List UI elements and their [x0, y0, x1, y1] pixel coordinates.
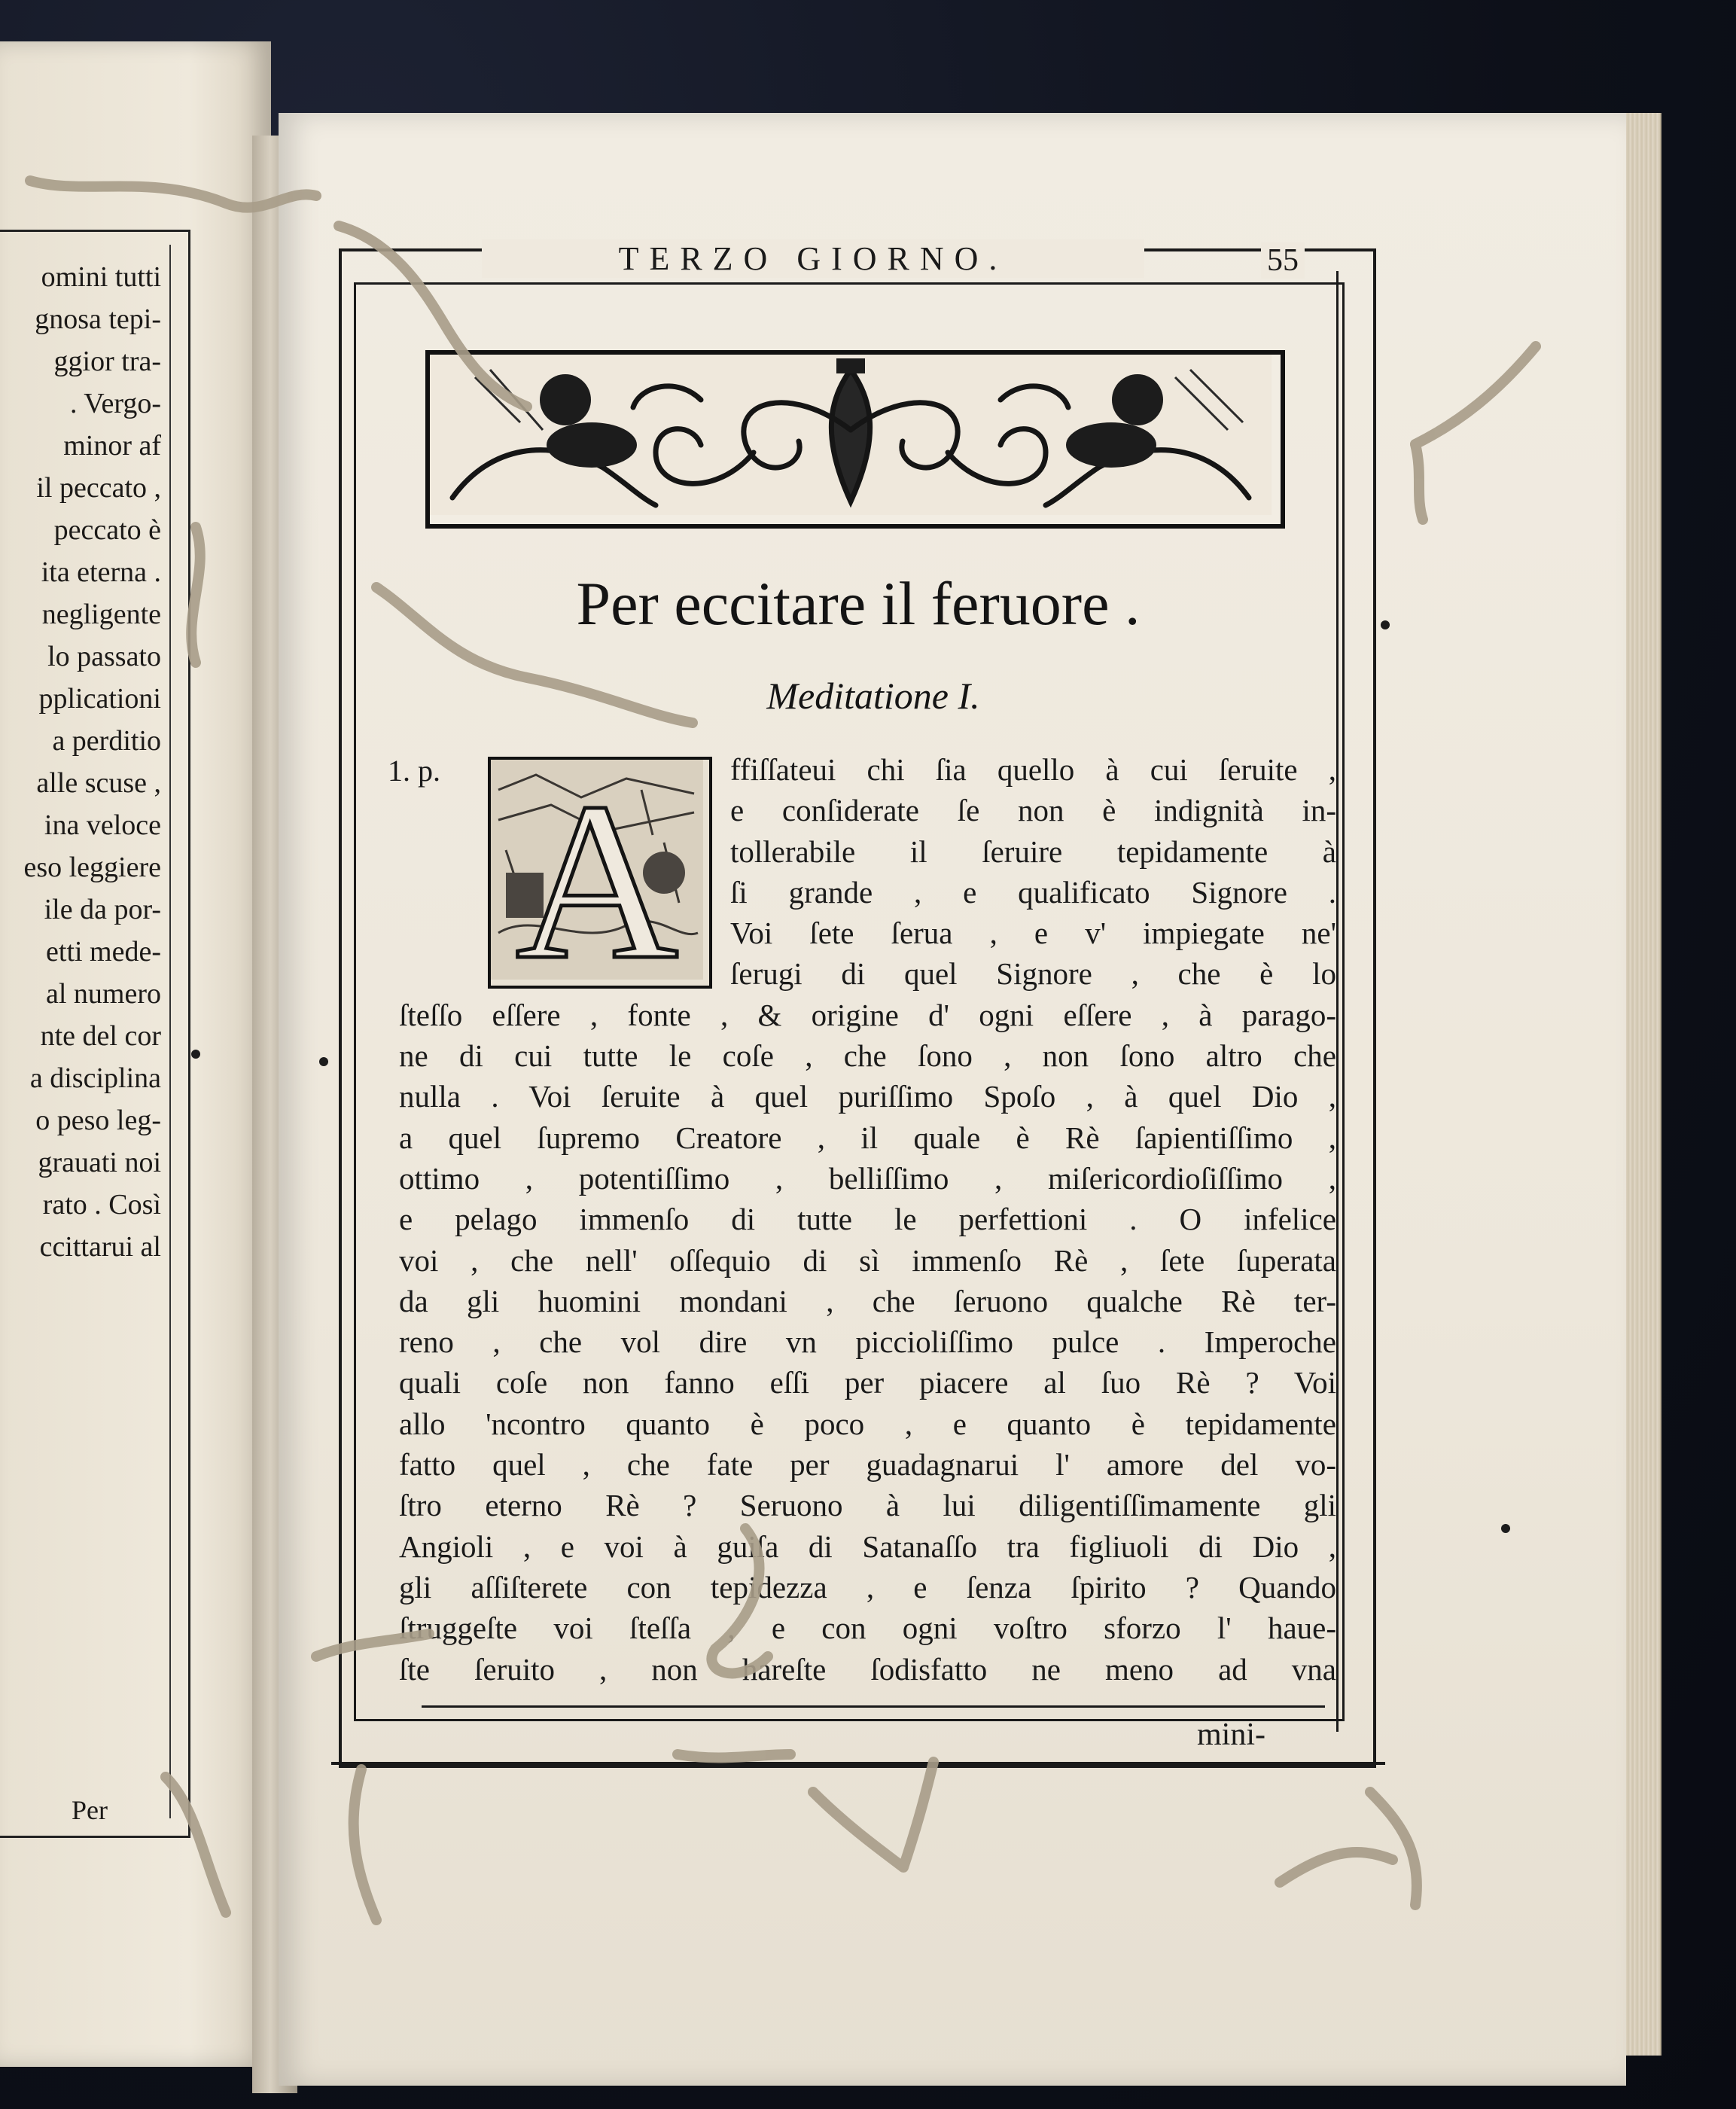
text-line: reno , che vol dire vn piccioliſſimo pulce . Imperoche — [399, 1324, 1336, 1360]
text-line: ſte ſeruito , non hareſte ſodisfatto ne meno ad vna — [399, 1651, 1336, 1687]
text-line: ſerugi di quel Signore , che è lo — [730, 956, 1336, 992]
page-foot-rule — [331, 1762, 1385, 1765]
text-line: tollerabile il ſeruire tepidamente à — [730, 834, 1336, 869]
text-line: ne di cui tutte le coſe , che ſono , non ſono altro che — [399, 1038, 1336, 1074]
left-line: a disciplina — [29, 1062, 161, 1094]
text-line: voi , che nell' oſſequio di sì immenſo Rè , ſete ſuperata — [399, 1242, 1336, 1278]
page-number: 55 — [1261, 242, 1305, 279]
left-line: etti mede- — [46, 936, 161, 968]
left-line: o peso leg- — [35, 1105, 161, 1136]
text-line: nulla . Voi ſeruite à quel puriſſimo Spoſo , à quel Dio , — [399, 1079, 1336, 1114]
running-head: TERZO GIORNO. — [482, 239, 1144, 278]
left-line: ggior tra- — [53, 346, 161, 377]
text-line: allo 'ncontro quanto è poco , e quanto è tepidamente — [399, 1406, 1336, 1441]
text-line: da gli huomini mondani , che ſeruono qualche Rè ter- — [399, 1283, 1336, 1318]
text-line: e conſiderate ſe non è indignità in- — [730, 793, 1336, 828]
catchword: mini- — [1197, 1717, 1265, 1752]
left-line: grauati noi — [38, 1147, 161, 1178]
text-line: ſtruggeſte voi ſteſſa , e con ogni voſtro sforzo l' haue- — [399, 1611, 1336, 1646]
left-line: eso leggiere — [23, 852, 161, 883]
text-line: quali coſe non fanno eſſi per piacere al ſuo Rè ? Voi — [399, 1365, 1336, 1400]
left-line: peccato è — [53, 514, 161, 546]
text-line: ſteſſo eſſere , fonte , & origine d' ogni eſſere , à parago- — [399, 997, 1336, 1032]
left-line: nte del cor — [40, 1020, 161, 1052]
initial-letter: A — [515, 760, 679, 980]
left-line: alle scuse , — [36, 767, 161, 799]
left-line: omini tutti — [41, 261, 161, 293]
left-line: ile da por- — [44, 894, 161, 925]
left-catchword: Per — [72, 1795, 108, 1825]
text-line: Voi ſete ſerua , e v' impiegate ne' — [730, 916, 1336, 951]
text-line: ffiſſateui chi ſia quello à cui ſeruite , — [730, 752, 1336, 787]
left-line: minor af — [63, 430, 161, 462]
body-text — [399, 749, 1336, 1690]
page-title: Per eccitare il feruore . — [576, 569, 1141, 638]
left-line: negligente — [41, 599, 161, 630]
left-line: lo passato — [47, 641, 161, 672]
text-line: ſi grande , e qualificato Signore . — [730, 874, 1336, 910]
left-page-text — [3, 256, 161, 1268]
text-block-foot-rule — [422, 1705, 1325, 1708]
text-line: ottimo , potentiſſimo , belliſſimo , miſericordioſiſſimo , — [399, 1160, 1336, 1196]
left-line: ita eterna . — [41, 556, 161, 588]
text-line: gli aſſiſterete con tepidezza , e ſenza ſpirito ? Quando — [399, 1569, 1336, 1605]
frame-double-rule — [1336, 271, 1339, 1732]
left-line: al numero — [45, 978, 161, 1010]
left-line: ccittarui al — [39, 1231, 161, 1263]
left-line: gnosa tepi- — [35, 303, 161, 335]
left-line: ina veloce — [44, 809, 161, 841]
left-page — [0, 41, 271, 2067]
page-fore-edge — [1626, 113, 1661, 2056]
headpiece-ornament-icon — [430, 355, 1272, 515]
text-line: Angioli , e voi à guiſa di Satanaſſo tra figliuoli di Dio , — [399, 1528, 1336, 1564]
text-line: a quel ſupremo Creatore , il quale è Rè ſapientiſſimo , — [399, 1120, 1336, 1155]
text-line: fatto quel , che fate per guadagnarui l' amore del vo- — [399, 1447, 1336, 1483]
text-line: e pelago immenſo di tutte le perfettioni . O infelice — [399, 1202, 1336, 1237]
marginal-note: 1. p. — [388, 754, 440, 788]
left-line: rato . Così — [42, 1189, 161, 1221]
left-line: a perditio — [52, 725, 161, 757]
left-line: pplicationi — [38, 683, 161, 715]
meditation-subtitle: Meditatione I. — [766, 675, 980, 717]
text-line: ſtro eterno Rè ? Seruono à lui diligentiſſimamente gli — [399, 1488, 1336, 1523]
left-line: il peccato , — [36, 472, 161, 504]
left-line: . Vergo- — [69, 388, 161, 419]
ornamental-headpiece — [425, 350, 1285, 529]
